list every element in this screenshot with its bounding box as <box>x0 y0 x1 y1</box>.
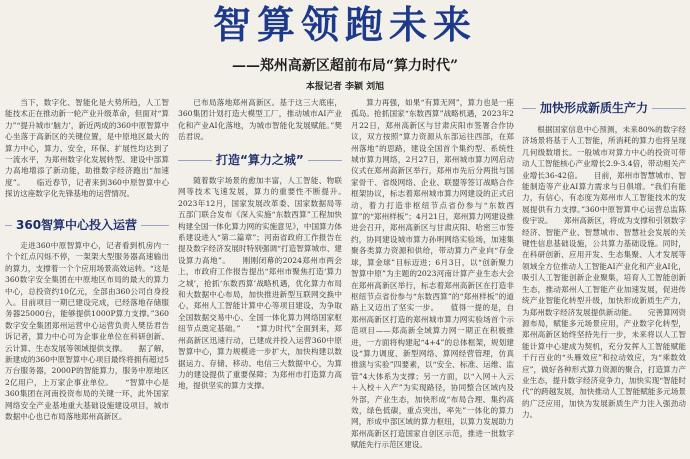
col1-bottom-text: 走进360中原智算中心，记者看到机房内一个个红点闪烁不停，一架架大型服务器高速输出的算力，支撑着一个个应用场景高效运转。“这是360数字安全集团在中原地区布局的最大的算力中心，总投资约10亿元，全部由360公司自身投入。目前项目一期已建设完成，已经落地存储服务器25000台，能够提供1000P算力支撑。”360数字安全集团郑州运营中心运营负责人樊岳君告诉记者，算力中心可为企事业单位在科研创新、云计算、生态发展等领域提供支撑。 据了解，新建成的360中原智算中心项目最终将拥有超过5万台服务器，2000P的智能算力，服务中原地区2亿用户，上万家企事业单位。 “智算中心是360集团在河南投资布局的关键一环，此外国家网络安全产业基地重大基础设施建设项目，城市数据中心也已布局落地郑州高新区。 <box>5 241 169 422</box>
col4-text: 根据国家信息中心预测，未来80%的数字经济场景将基于人工智能，所消耗的算力也将呈现几何级数增长。一般城市对算力中心的投资可带动人工智能核心产业增长2.9-3.4倍，带动相关产业增长36-42倍。 目前，郑州市智慧城市、智能制造等产业AI算力需求与日俱增。“我们有能力，有信心，有态度为郑州市人工智能技术的发展提供有力支撑。”360中原智算中心运营总监陈俊宇说。 郑州高新区，将成为支撑和引领数字经济、智能产业、智慧城市、智慧社会发展的关键性信息基础设施，公共算力基础设施。同时，在科研创新、应用开发、生态集聚、人才发展等领域全方位推动人工智能AI产业化和产业AI化，吸引人工智能创新企业聚集，培育人工智能创新生态，推动郑州人工智能产业加速发展，促进传统产业智能化转型升级，加快形成新质生产力，为郑州数字经济发展提供新动能。 完善算网资源布局，赋能多元场景应用，产业数字化转型，郑州高新区始终坚持先行一步，未来将以人工智能计算中心建成为契机，充分发挥人工智能赋能千行百业的“头雁效应”和拉动效应，为“乘数效应”，做好各种形式算力资源的聚合，打造算力产业生态，提升数字经济竞争力，加快实现“智能时代”的跨越发展，加快推动人工智能赋能多元场景的广泛应用，加快为发展新质生产力注入强劲动力。 <box>522 125 686 420</box>
section-title-intelligent-center: 360智算中心投入运营 <box>12 218 141 232</box>
col2-bottom-text: 随着数字场景的愈加丰富，人工智能、物联网等技术飞速发展，算力的重要性不断提升。 2023年12月，国家发展改革委、国家数据局等五部门联合发布《深入实施“东数西算”工程加快构建全国一体化算力网的实施意见》，中国算力体系建设进入“第二篇章”；河南省政府工作报告在提及数字经济发展时特别强调“打造智算城市、建设算力高地”。 刚刚闭幕的2024郑州市两会上，市政府工作报告提出“郑州市聚焦打造‘算力之城’，抢抓‘东数西算’战略机遇，优化算力布局和大数据中心布局，加快推进新型互联网交换中心，郑州人工智能计算中心等项目建设，为争取全国数据交易中心、全国一体化算力网络国家枢纽节点奠定基础。” “算力时代”全面到来，郑州高新区迅速行动，已建成并投入运营360中原智算中心，算力规模进一步扩大，加快构建以数据运力、存储、移动、电信三大数据中心，为算力的建设提供了重要保障；为郑州市打造算力高地，提供坚实的算力支撑。 <box>178 176 342 391</box>
col2-top-text: 已布局落地郑州高新区。基于这三大底座，360集团计划打造大模型工厂，推动城市AI产业化和产业AI化落地，为城市智能化发展赋能。”樊岳君说。 <box>178 98 342 142</box>
section-title-computing-city: 打造“算力之城” <box>212 153 308 167</box>
col1-bottom <box>5 240 169 456</box>
col2-top <box>178 97 342 143</box>
headline: 智算领跑未来 <box>212 3 477 47</box>
col3-text: 算力再强，如果“有算无网”，算力也是一座孤岛。抢抓国家“东数西算”战略机遇，2023年2月22日，郑州高新区与甘肃庆阳市签署合作协议，双方按照“算力资源从东部运往西部，在郑州落地”的思路，建设全国首个集约型、系统性城市算力网络，2月27日，郑州城市算力网启动仪式在郑州高新区举行，郑州市先后分两批与国家骨干、省级网络、企业、联盟等签订战略合作框架协议，标志着郑州城市算力网建设的正式启动，着力打造非枢纽节点省份参与“东数西算”的“郑州样板”；4月21日，郑州算力网建设推进会召开，郑州高新区与甘肃庆阳、哈密三市签约，协同建设城市算力孙明网络实验场，加速集聚各类算力资源和供给，带动算力产业向“存金球，算金球”目标迈进；6月3日，以“创新聚力 智算中原”为主题的2023河南计算产业生态大会在郑州高新区举行，标志着郑州高新区在打造非枢纽节点省份参与“东数西算”的“郑州样板”的道路上又迈出了坚实一步。 值得一提的是，自郑州高新区打造的郑州城市算力网实验场首个示范项目——郑高新全域算力网一期正在积极推进，一方面将构建起“4+4”的总体框架，规划建设“算力调度、新型网络、算网经营管理，仿真推演与实验”四要素，以“安全、标准、运维、监管”4大体系为支撑；另一方面，以“入网＋入云＋入校＋入产”为实现路径，协同整合区域内及外部，产业生态，加快形成“布局合理、集约高效，绿色低碳，重点突出，率先”一体化的算力网，形成中部区域的算力枢纽，以算力发展助力郑州高新区打造国家自创区示范，推进一批数字赋能先行示范区建设。 <box>351 98 514 450</box>
subhead: ——郑州高新区超前布局“算力时代” <box>231 58 459 74</box>
section-title-productivity: 加快形成新质生产力 <box>536 101 652 115</box>
col1-top-text: 当下，数字化、智能化是大势所趋，人工智能技术正在推动新一轮产业升级革命，但面对“算力”“提升城市‘脑力’，新近两成的360中原智算中心坐落于高新区的关键位置，是中原地区最大的算力中心，算力、安全，环保、扩展性均达到了一流水平，为郑州数字化发展转型、建设中部算力高地增添了新动能，助推数字经济跑出“加速度”。 临近春节，记者来到360中原智算中心探访这座数字化先锋基地的运营情况。 <box>5 98 169 199</box>
col1-top <box>5 97 169 209</box>
col3 <box>351 97 514 456</box>
col2-bottom <box>178 175 342 456</box>
col4 <box>522 124 686 456</box>
byline: 本报记者 李颖 刘旭 <box>305 82 385 92</box>
